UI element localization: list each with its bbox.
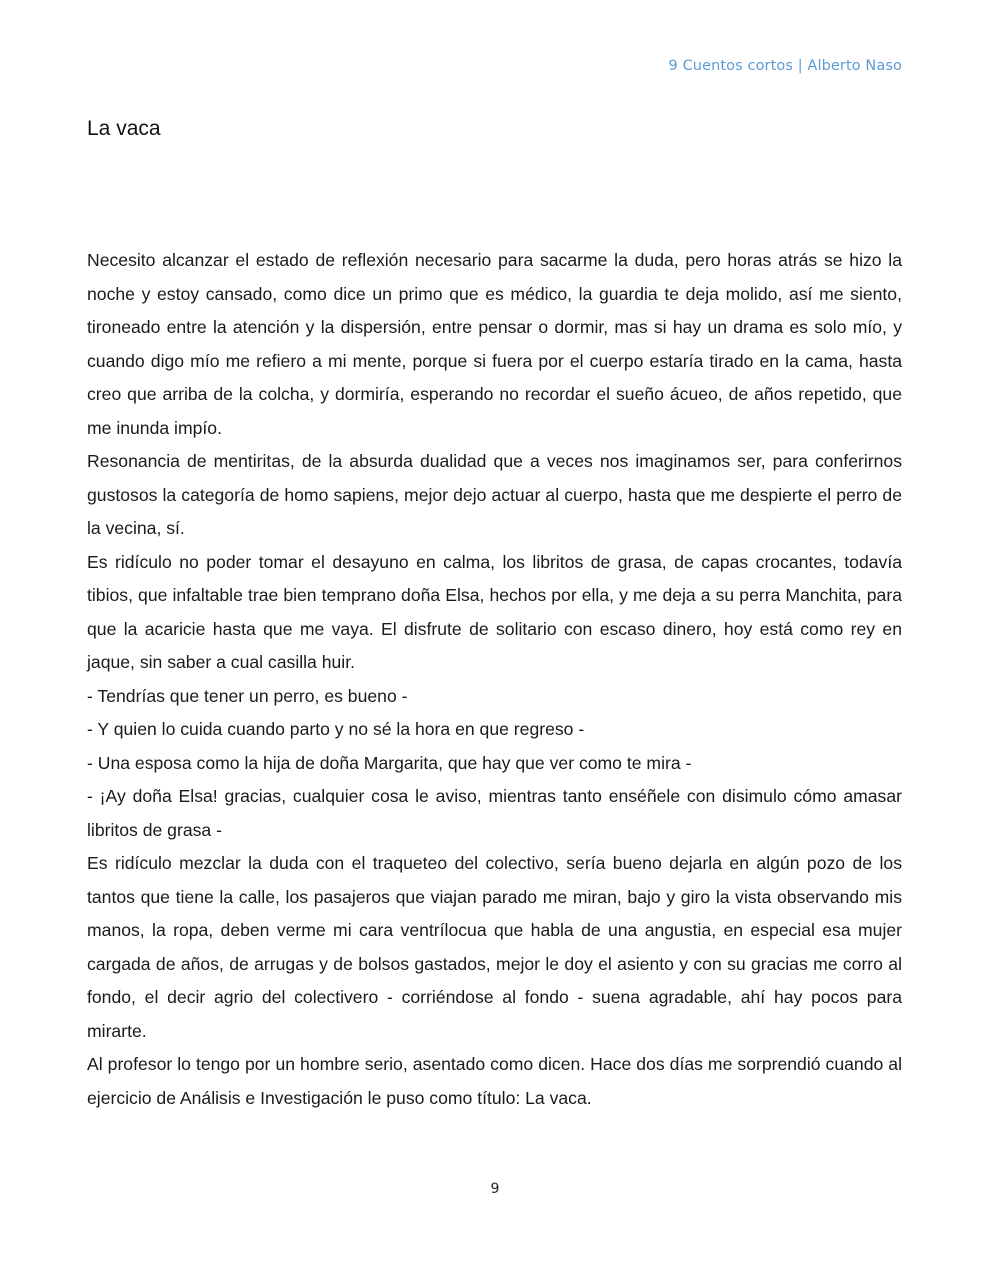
dialogue-line: - ¡Ay doña Elsa! gracias, cualquier cosa le aviso, mientras tanto enséñele con disimulo cómo amasar libritos de grasa - [87, 786, 902, 840]
paragraph: Es ridículo no poder tomar el desayuno en calma, los libritos de grasa, de capas crocantes, todavía tibios, que infaltable trae bien temprano doña Elsa, hechos por ella, y me deja a su perra Manchita, para que la acaricie hasta que me vaya. El disfrute de solitario con escaso dinero, hoy está como rey en jaque, sin saber a cual casilla huir. [87, 551, 902, 672]
story-title: La vaca [87, 117, 161, 140]
story-body [87, 244, 902, 1115]
dialogue-line: - Tendrías que tener un perro, es bueno - [87, 685, 408, 706]
page-number: 9 [490, 1181, 500, 1197]
paragraph: Al profesor lo tengo por un hombre serio, asentado como dicen. Hace dos días me sorprendió cuando al ejercicio de Análisis e Investigación le puso como título: La vaca. [87, 1054, 902, 1108]
running-header: 9 Cuentos cortos | Alberto Naso [668, 58, 902, 74]
paragraph: Necesito alcanzar el estado de reflexión necesario para sacarme la duda, pero horas atrás se hizo la noche y estoy cansado, como dice un primo que es médico, la guardia te deja molido, así me siento, tironeado entre la atención y la dispersión, entre pensar o dormir, mas si hay un drama es solo mío, y cuando digo mío me refiero a mi mente, porque si fuera por el cuerpo estaría tirado en la cama, hasta creo que arriba de la colcha, y dormiría, esperando no recordar el sueño ácueo, de años repetido, que me inunda impío. [87, 250, 902, 438]
dialogue-line: - Una esposa como la hija de doña Margarita, que hay que ver como te mira - [87, 752, 692, 773]
paragraph: Resonancia de mentiritas, de la absurda dualidad que a veces nos imaginamos ser, para conferirnos gustosos la categoría de homo sapiens, mejor dejo actuar al cuerpo, hasta que me despierte el perro de la vecina, sí. [87, 451, 902, 538]
dialogue-line: - Y quien lo cuida cuando parto y no sé la hora en que regreso - [87, 719, 585, 739]
paragraph: Es ridículo mezclar la duda con el traqueteo del colectivo, sería bueno dejarla en algún pozo de los tantos que tiene la calle, los pasajeros que viajan parado me miran, bajo y giro la vista observando mis manos, la ropa, deben verme mi cara ventrílocua que habla de una angustia, en especial esa mujer cargada de años, de arrugas y de bolsos gastados, mejor le doy el asiento y con su gracias me corro al fondo, el decir agrio del colectivero - corriéndose al fondo - suena agradable, ahí hay pocos para mirarte. [87, 853, 902, 1041]
